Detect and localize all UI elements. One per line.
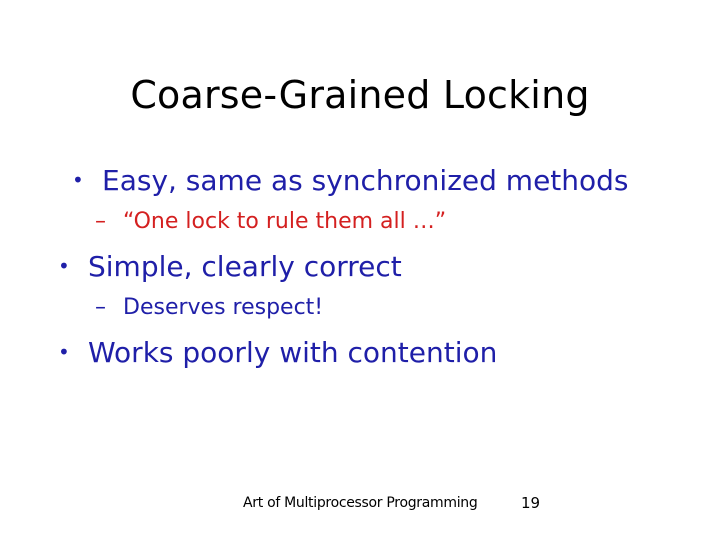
- bullet-text: Works poorly with contention: [88, 336, 498, 369]
- bullet-item-contention: [58, 334, 497, 371]
- slide-title: Coarse-Grained Locking: [130, 73, 590, 117]
- bullet-text: Simple, clearly correct: [88, 250, 402, 283]
- footer-text: Art of Multiprocessor Programming: [243, 495, 478, 511]
- bullet-item-easy: [72, 162, 629, 199]
- sub-bullet-respect: [95, 294, 323, 322]
- bullet-marker: •: [58, 340, 70, 364]
- sub-bullet-marker: –: [95, 209, 106, 234]
- page-number: 19: [521, 494, 541, 512]
- sub-bullet-text: Deserves respect!: [123, 295, 324, 320]
- sub-bullet-marker: –: [95, 295, 106, 320]
- bullet-marker: •: [58, 254, 70, 278]
- sub-bullet-quote: [95, 208, 446, 236]
- bullet-item-simple: [58, 248, 402, 285]
- bullet-marker: •: [72, 168, 84, 192]
- sub-bullet-text: “One lock to rule them all …”: [123, 209, 447, 234]
- bullet-text: Easy, same as synchronized methods: [102, 164, 629, 197]
